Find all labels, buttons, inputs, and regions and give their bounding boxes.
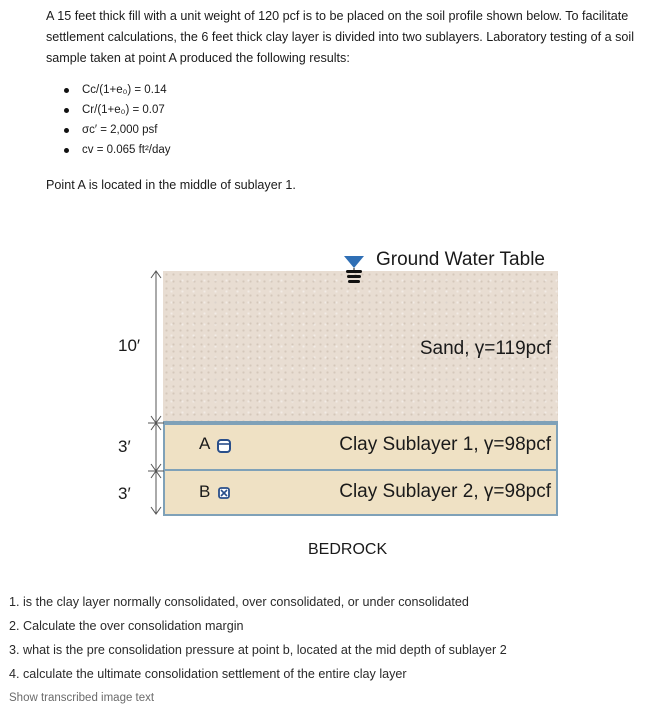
clay-sublayer-1-label: Clay Sublayer 1, γ=98pcf <box>339 434 551 455</box>
point-a-sample-icon <box>216 438 232 454</box>
clay-sublayer-2-label: Clay Sublayer 2, γ=98pcf <box>339 481 551 502</box>
clay2-thickness-label: 3′ <box>118 484 131 503</box>
question-item: 2. Calculate the over consolidation margin <box>9 619 244 633</box>
clay1-thickness-label: 3′ <box>118 437 131 456</box>
sand-layer-label: Sand, γ=119pcf <box>419 338 551 359</box>
dimension-lines <box>138 268 168 518</box>
lab-result-consolidation-coefficient: cv = 0.065 ft²/day <box>60 140 171 160</box>
question-item: 3. what is the pre consolidation pressure at point b, located at the mid depth of sublayer 2 <box>9 643 507 657</box>
sand-thickness-label: 10′ <box>118 336 141 355</box>
point-b-sample-icon <box>217 486 231 500</box>
point-a-note: Point A is located in the middle of sublayer 1. <box>46 178 296 192</box>
show-transcribed-text-link[interactable]: Show transcribed image text <box>9 692 155 704</box>
problem-intro: A 15 feet thick fill with a unit weight of 120 pcf is to be placed on the soil profile shown below. To facilitate settlement calculations, the 6 feet thick clay layer is divided into two sublayers. Laboratory testing of a soil sample taken at point A produced the following results: <box>46 9 635 65</box>
lab-result-recompression-ratio: Cr/(1+e₀) = 0.07 <box>60 100 171 120</box>
lab-result-compression-ratio: Cc/(1+e₀) = 0.14 <box>60 80 171 100</box>
question-item: 4. calculate the ultimate consolidation settlement of the entire clay layer <box>9 667 407 681</box>
bedrock-label: BEDROCK <box>308 541 388 558</box>
question-item: 1. is the clay layer normally consolidated, over consolidated, or under consolidated <box>9 595 469 609</box>
point-a-label: A <box>199 434 211 453</box>
lab-result-preconsolidation-stress: σc′ = 2,000 psf <box>60 120 171 140</box>
water-table-icon <box>343 253 365 287</box>
point-b-label: B <box>199 482 211 501</box>
questions-list <box>9 590 507 686</box>
water-table-label: Ground Water Table <box>376 249 545 270</box>
